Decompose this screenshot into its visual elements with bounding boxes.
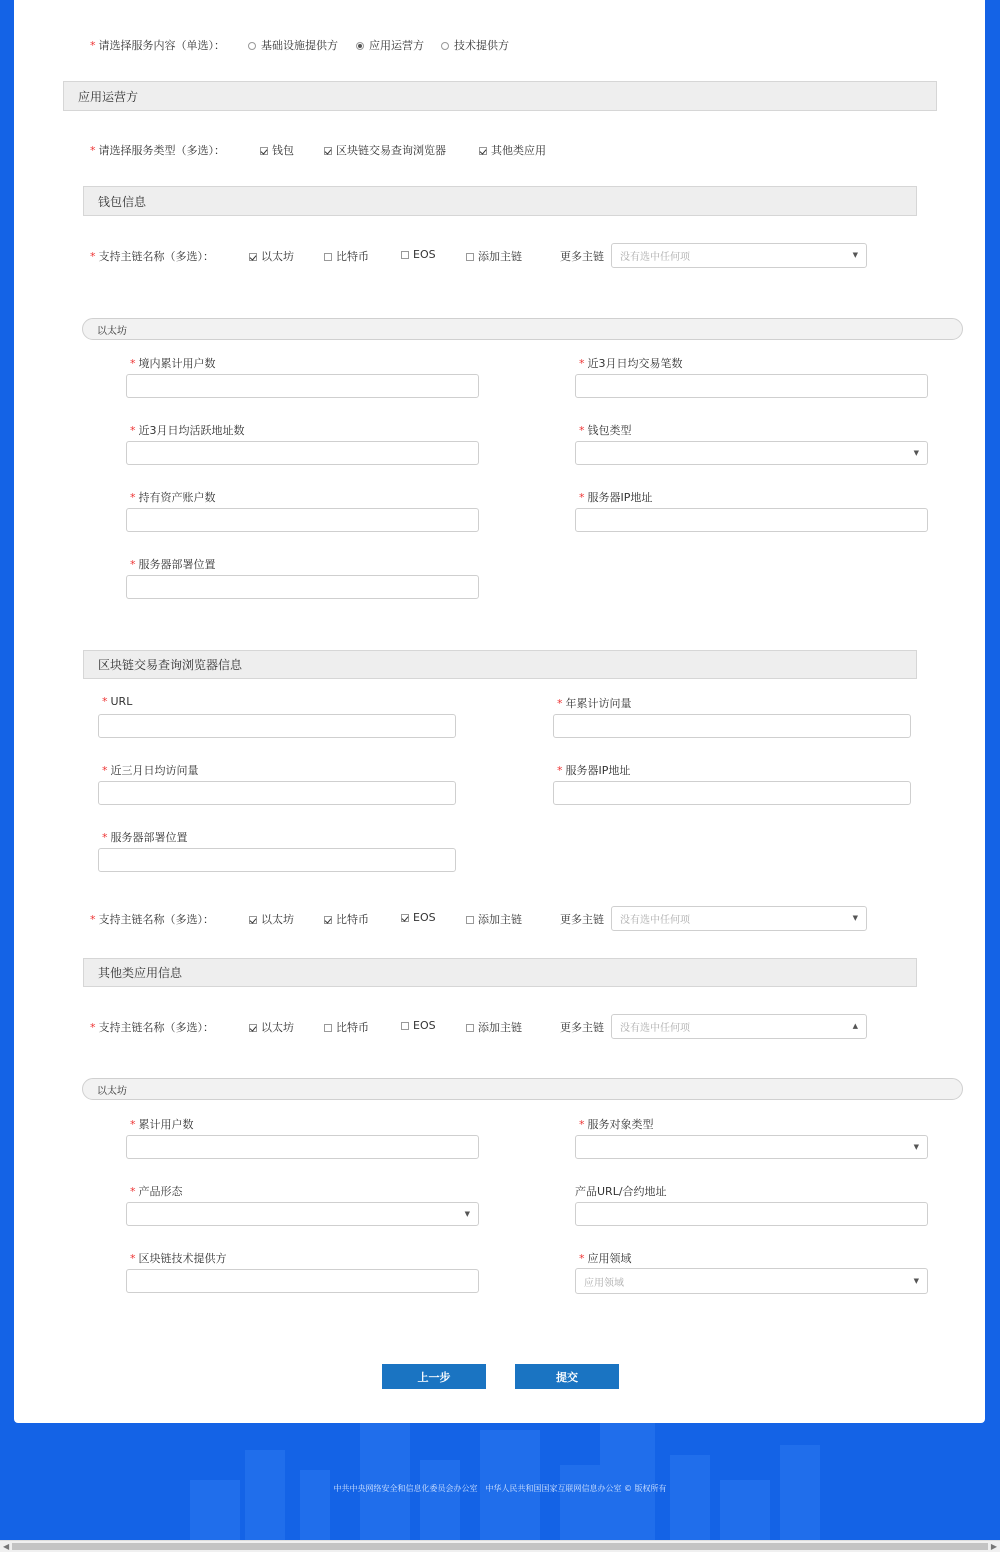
- input-url[interactable]: [98, 714, 456, 738]
- chevron-down-icon: ▼: [852, 251, 858, 259]
- other-chain-eos[interactable]: EOS: [401, 1019, 436, 1032]
- browser-chain-bitcoin[interactable]: 比特币: [324, 911, 369, 927]
- label-browser-server-location: * 服务器部署位置: [102, 831, 188, 844]
- chevron-down-icon: ▼: [913, 1277, 919, 1285]
- wallet-more-chains-select[interactable]: 没有选中任何项 ▼: [611, 243, 867, 268]
- browser-more-chains-label: 更多主链: [560, 913, 604, 926]
- label-browser-server-ip: * 服务器IP地址: [557, 764, 631, 777]
- scrollbar-thumb[interactable]: [12, 1543, 988, 1550]
- input-product-url[interactable]: [575, 1202, 928, 1226]
- label-avg-visits-3m: * 近三月日均访问量: [102, 764, 199, 777]
- radio-app-operator[interactable]: 应用运营方: [356, 37, 424, 53]
- input-browser-server-location[interactable]: [98, 848, 456, 872]
- other-more-chains-label: 更多主链: [560, 1021, 604, 1034]
- horizontal-scrollbar[interactable]: [0, 1540, 1000, 1552]
- label-wallet-type: * 钱包类型: [579, 424, 632, 437]
- select-wallet-type[interactable]: [575, 441, 928, 465]
- other-ethereum-subheader: 以太坊: [82, 1078, 963, 1100]
- other-section-header: 其他类应用信息: [83, 958, 917, 987]
- label-url: * URL: [102, 695, 133, 708]
- label-active-addr-3m: * 近3月日均活跃地址数: [130, 424, 245, 437]
- checkbox-wallet[interactable]: 钱包: [260, 142, 294, 158]
- input-wallet-server-ip[interactable]: [575, 508, 928, 532]
- label-tech-provider: * 区块链技术提供方: [130, 1252, 227, 1265]
- service-content-label: * 请选择服务内容（单选）：: [90, 39, 225, 52]
- other-chain-bitcoin[interactable]: 比特币: [324, 1019, 369, 1035]
- label-asset-accounts: * 持有资产账户数: [130, 491, 216, 504]
- input-avg-tx-3m[interactable]: [575, 374, 928, 398]
- select-service-target-type[interactable]: [575, 1135, 928, 1159]
- label-app-domain: * 应用领域: [579, 1252, 632, 1265]
- wallet-chains-label: * 支持主链名称（多选）：: [90, 250, 214, 263]
- submit-button[interactable]: 提交: [515, 1364, 619, 1389]
- operator-section-header: 应用运营方: [63, 81, 937, 111]
- wallet-section-header: 钱包信息: [83, 186, 917, 216]
- input-annual-visits[interactable]: [553, 714, 911, 738]
- input-domestic-users[interactable]: [126, 374, 479, 398]
- checkbox-other-apps[interactable]: 其他类应用: [479, 142, 546, 158]
- wallet-chain-eos[interactable]: EOS: [401, 248, 436, 261]
- wallet-chain-ethereum[interactable]: 以太坊: [249, 248, 294, 264]
- footer-copyright: 中共中央网络安全和信息化委员会办公室 中华人民共和国国家互联网信息办公室 © 版权所有: [333, 1484, 667, 1493]
- label-total-users: * 累计用户数: [130, 1118, 194, 1131]
- input-wallet-server-location[interactable]: [126, 575, 479, 599]
- chevron-down-icon: ▼: [913, 449, 919, 457]
- scroll-right-icon[interactable]: ▶: [990, 1542, 997, 1551]
- select-app-domain[interactable]: 应用领域 ▼: [575, 1268, 928, 1294]
- chevron-down-icon: ▼: [852, 914, 858, 922]
- scroll-left-icon[interactable]: ◀: [3, 1542, 10, 1551]
- chevron-up-icon: ▲: [852, 1022, 858, 1030]
- radio-infrastructure[interactable]: 基础设施提供方: [248, 37, 338, 53]
- other-more-chains-select[interactable]: 没有选中任何项 ▲: [611, 1014, 867, 1039]
- browser-chains-label: * 支持主链名称（多选）：: [90, 913, 214, 926]
- label-wallet-server-ip: * 服务器IP地址: [579, 491, 653, 504]
- other-chain-ethereum[interactable]: 以太坊: [249, 1019, 294, 1035]
- radio-tech-provider[interactable]: 技术提供方: [441, 37, 509, 53]
- label-avg-tx-3m: * 近3月日均交易笔数: [579, 357, 683, 370]
- browser-chain-add[interactable]: 添加主链: [466, 911, 522, 927]
- checkbox-browser[interactable]: 区块链交易查询浏览器: [324, 142, 446, 158]
- label-wallet-server-location: * 服务器部署位置: [130, 558, 216, 571]
- wallet-more-chains-label: 更多主链: [560, 250, 604, 263]
- input-asset-accounts[interactable]: [126, 508, 479, 532]
- input-tech-provider[interactable]: [126, 1269, 479, 1293]
- wallet-chain-bitcoin[interactable]: 比特币: [324, 248, 369, 264]
- browser-section-header: 区块链交易查询浏览器信息: [83, 650, 917, 679]
- label-product-url: 产品URL/合约地址: [575, 1185, 667, 1198]
- select-product-form[interactable]: [126, 1202, 479, 1226]
- input-active-addr-3m[interactable]: [126, 441, 479, 465]
- label-product-form: * 产品形态: [130, 1185, 183, 1198]
- input-avg-visits-3m[interactable]: [98, 781, 456, 805]
- service-type-label: * 请选择服务类型（多选）：: [90, 144, 225, 157]
- wallet-chain-add[interactable]: 添加主链: [466, 248, 522, 264]
- label-annual-visits: * 年累计访问量: [557, 697, 632, 710]
- other-chains-label: * 支持主链名称（多选）：: [90, 1021, 214, 1034]
- browser-chain-eos[interactable]: EOS: [401, 911, 436, 924]
- other-chain-add[interactable]: 添加主链: [466, 1019, 522, 1035]
- browser-chain-ethereum[interactable]: 以太坊: [249, 911, 294, 927]
- prev-step-button[interactable]: 上一步: [382, 1364, 486, 1389]
- browser-more-chains-select[interactable]: 没有选中任何项 ▼: [611, 906, 867, 931]
- label-domestic-users: * 境内累计用户数: [130, 357, 216, 370]
- input-browser-server-ip[interactable]: [553, 781, 911, 805]
- form-card: [14, 0, 985, 1423]
- label-service-target-type: * 服务对象类型: [579, 1118, 654, 1131]
- chevron-down-icon: ▼: [913, 1143, 919, 1151]
- wallet-ethereum-subheader: 以太坊: [82, 318, 963, 340]
- input-total-users[interactable]: [126, 1135, 479, 1159]
- chevron-down-icon: ▼: [464, 1210, 470, 1218]
